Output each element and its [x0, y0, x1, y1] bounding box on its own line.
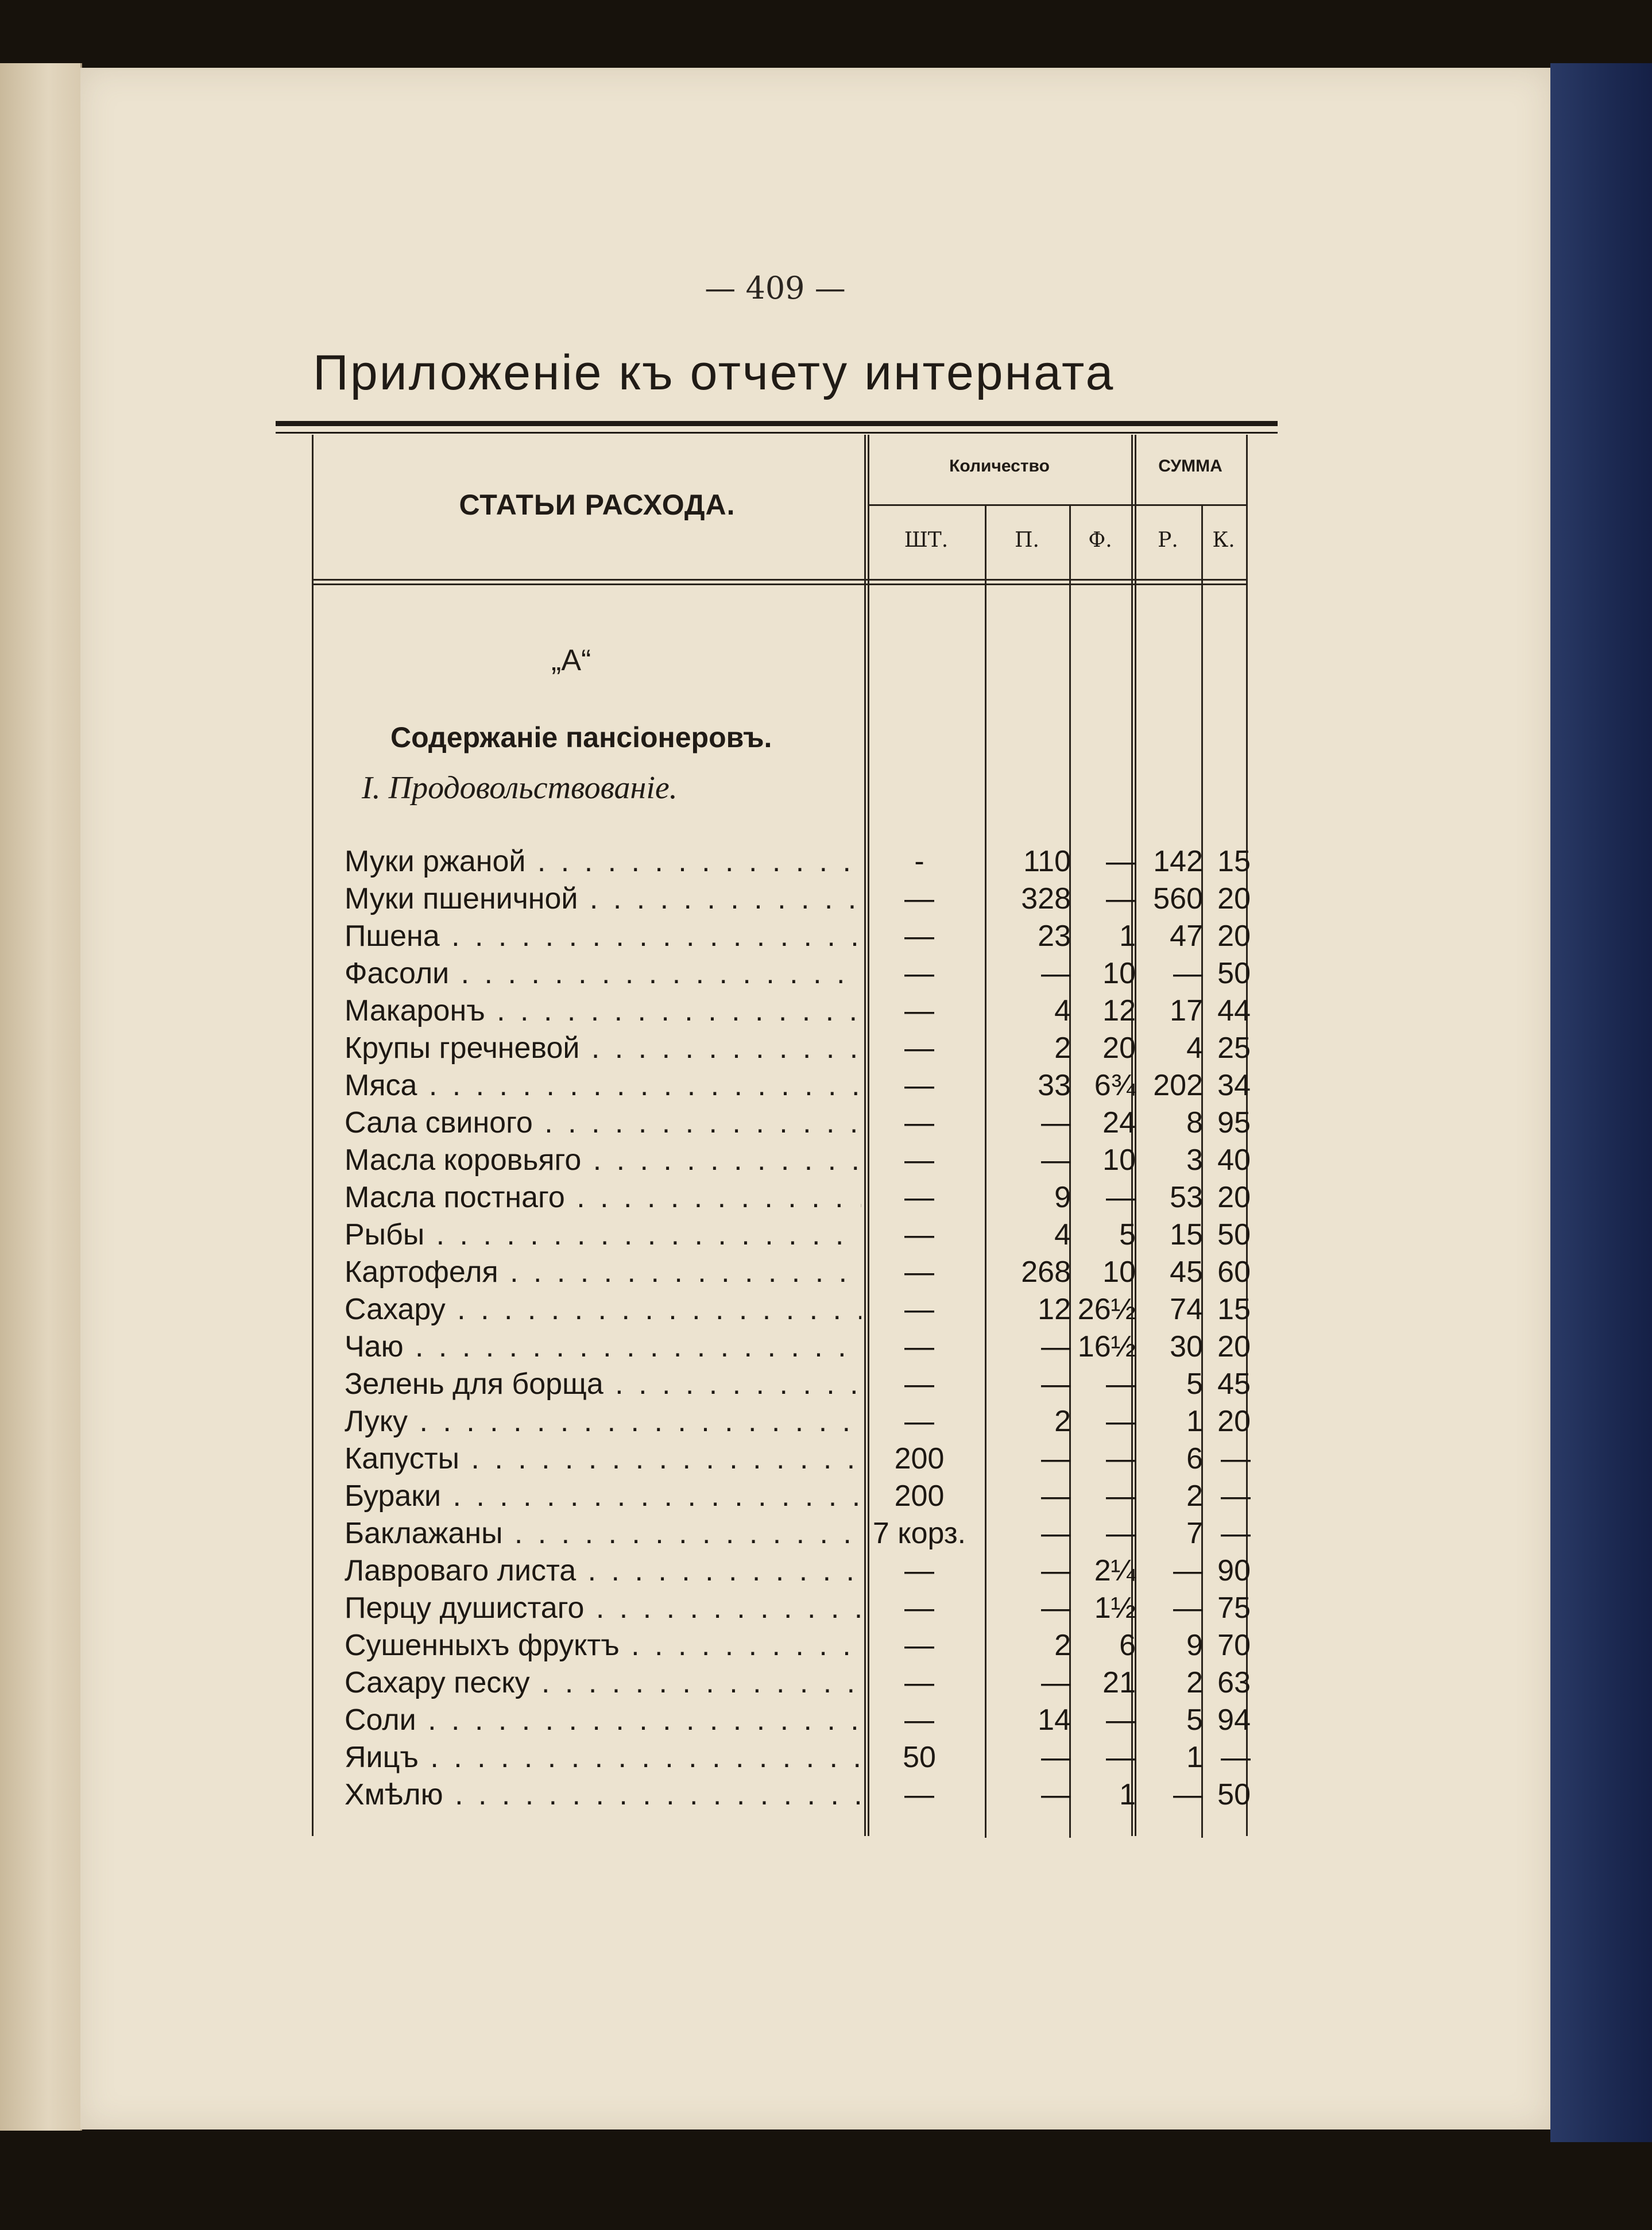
col-header-f: Ф. — [1088, 528, 1112, 552]
table-row — [0, 1441, 1652, 1478]
cell-r: 3 — [1186, 1143, 1203, 1177]
header-subrule — [868, 504, 1246, 506]
cell-k: 50 — [1217, 1218, 1251, 1251]
items-column-header: СТАТЬИ РАСХОДА. — [459, 489, 736, 521]
cell-f: 5 — [1119, 1218, 1136, 1251]
item-name: Лавроваго листа . . . — [345, 1553, 861, 1588]
cell-r: 15 — [1170, 1218, 1203, 1251]
cell-k: 63 — [1217, 1666, 1251, 1699]
cell-p: 14 — [1038, 1703, 1071, 1737]
cell-f: — — [1106, 1479, 1136, 1513]
cell-p: — — [1041, 957, 1071, 990]
cell-f: — — [1106, 882, 1136, 915]
cell-sht: — — [904, 1106, 934, 1139]
item-name: Рыбы . . . — [345, 1218, 861, 1252]
item-name: Пшена . . . — [345, 919, 861, 953]
table-row — [0, 1255, 1652, 1292]
cell-f: — — [1106, 1741, 1136, 1774]
cell-p: — — [1041, 1106, 1071, 1139]
page-title: Приложеніе къ отчету интерната — [313, 345, 1115, 400]
cell-r: 2 — [1186, 1666, 1203, 1699]
cell-k: 20 — [1217, 1330, 1251, 1363]
table-row — [0, 1330, 1652, 1366]
item-name: Фасоли . . . — [345, 956, 861, 991]
cell-k: 20 — [1217, 1405, 1251, 1438]
cell-r: 47 — [1170, 919, 1203, 953]
section-title: Содержаніе пансіонеровъ. — [390, 721, 772, 753]
cell-r: 5 — [1186, 1703, 1203, 1737]
cell-r: 202 — [1153, 1069, 1203, 1102]
cell-k: 40 — [1217, 1143, 1251, 1177]
cell-sht: — — [904, 1330, 934, 1363]
cell-sht: — — [904, 1181, 934, 1214]
table-row — [0, 1703, 1652, 1740]
cell-r: — — [1173, 1554, 1203, 1587]
cell-p: 9 — [1054, 1181, 1071, 1214]
cell-f: — — [1106, 1442, 1136, 1475]
cell-p: 4 — [1054, 1218, 1071, 1251]
cell-p: — — [1041, 1741, 1071, 1774]
cell-k: 45 — [1217, 1367, 1251, 1401]
cell-r: 5 — [1186, 1367, 1203, 1401]
item-name: Хмѣлю . . . — [345, 1777, 861, 1812]
item-name: Чаю . . . — [345, 1330, 861, 1364]
cell-k: 15 — [1217, 845, 1251, 878]
cell-sht: — — [904, 1778, 934, 1811]
item-name: Сахару песку . . . — [345, 1665, 861, 1700]
cell-k: 75 — [1217, 1591, 1251, 1625]
cell-r: 560 — [1153, 882, 1203, 915]
item-name: Бураки . . . — [345, 1479, 861, 1513]
cell-p: — — [1041, 1778, 1071, 1811]
cell-sht: — — [904, 1218, 934, 1251]
table-row — [0, 1591, 1652, 1628]
cell-sht: — — [904, 1255, 934, 1289]
cell-r: 2 — [1186, 1479, 1203, 1513]
cell-r: 4 — [1186, 1031, 1203, 1065]
table-row — [0, 1665, 1652, 1702]
cell-f: — — [1106, 1703, 1136, 1737]
table-row — [0, 1777, 1652, 1814]
cell-f: — — [1106, 1367, 1136, 1401]
cell-f: 16½ — [1077, 1330, 1136, 1363]
cell-k: — — [1221, 1517, 1251, 1550]
cell-sht: — — [904, 994, 934, 1027]
cell-k: 70 — [1217, 1629, 1251, 1662]
table-row — [0, 1031, 1652, 1068]
table-row — [0, 1106, 1652, 1142]
item-name: Перцу душистаго . . . — [345, 1591, 861, 1625]
cell-k: 50 — [1217, 957, 1251, 990]
cell-sht: 200 — [894, 1442, 945, 1475]
table-row — [0, 1516, 1652, 1553]
cell-f: 12 — [1102, 994, 1136, 1027]
item-name: Сахару . . . — [345, 1292, 861, 1327]
table-row — [0, 844, 1652, 881]
cell-f: 10 — [1102, 1143, 1136, 1177]
table-row — [0, 1479, 1652, 1516]
page-number: — 409 — — [705, 270, 846, 306]
cell-p: — — [1041, 1479, 1071, 1513]
item-name: Масла коровьяго . . . — [345, 1143, 861, 1177]
table-row — [0, 1218, 1652, 1254]
cell-f: — — [1106, 1181, 1136, 1214]
cell-f: 1 — [1119, 1778, 1136, 1811]
col-header-r: Р. — [1158, 528, 1178, 552]
cell-sht: — — [904, 919, 934, 953]
item-name: Капусты . . . — [345, 1441, 861, 1476]
item-name: Луку . . . — [345, 1404, 861, 1439]
table-row — [0, 1740, 1652, 1777]
item-name: Муки ржаной . . . — [345, 844, 861, 879]
cell-p: 33 — [1038, 1069, 1071, 1102]
cell-r: 45 — [1170, 1255, 1203, 1289]
cell-sht: — — [904, 1405, 934, 1438]
cell-r: — — [1173, 1778, 1203, 1811]
cell-r: — — [1173, 957, 1203, 990]
cell-p: — — [1041, 1442, 1071, 1475]
cell-f: 1 — [1119, 919, 1136, 953]
item-name: Баклажаны . . . — [345, 1516, 861, 1551]
cell-r: — — [1173, 1591, 1203, 1625]
cell-f: 26½ — [1077, 1293, 1136, 1326]
cell-r: 17 — [1170, 994, 1203, 1027]
table-row — [0, 1553, 1652, 1590]
cell-f: — — [1106, 845, 1136, 878]
cell-r: 53 — [1170, 1181, 1203, 1214]
header-bottom-rule-double — [312, 583, 1246, 585]
cell-f: 21 — [1102, 1666, 1136, 1699]
cell-p: 12 — [1038, 1293, 1071, 1326]
item-name: Масла постнаго . . . — [345, 1180, 861, 1215]
cell-k: 34 — [1217, 1069, 1251, 1102]
item-name: Сала свиного . . . — [345, 1106, 861, 1140]
section-letter: „А“ — [551, 644, 591, 677]
cell-f: 20 — [1102, 1031, 1136, 1065]
cell-f: 10 — [1102, 1255, 1136, 1289]
cell-p: — — [1041, 1517, 1071, 1550]
title-rule-thick — [276, 421, 1278, 426]
cell-f: 10 — [1102, 957, 1136, 990]
item-name: Мяса . . . — [345, 1068, 861, 1103]
cell-r: 1 — [1186, 1741, 1203, 1774]
table-row — [0, 956, 1652, 993]
cell-p: — — [1041, 1143, 1071, 1177]
cell-p: 4 — [1054, 994, 1071, 1027]
cell-sht: — — [904, 1293, 934, 1326]
table-row — [0, 919, 1652, 956]
cell-sht: — — [904, 1703, 934, 1737]
cell-sht: — — [904, 957, 934, 990]
cell-r: 8 — [1186, 1106, 1203, 1139]
cell-k: — — [1221, 1741, 1251, 1774]
cell-k: 94 — [1217, 1703, 1251, 1737]
cell-p: 110 — [1023, 845, 1071, 878]
cell-k: 20 — [1217, 1181, 1251, 1214]
title-rule-thin — [276, 432, 1278, 434]
cell-f: 1½ — [1094, 1591, 1136, 1625]
cell-k: 20 — [1217, 919, 1251, 953]
item-name: Сушенныхъ фруктъ . . . — [345, 1628, 861, 1663]
cell-k: 60 — [1217, 1255, 1251, 1289]
item-name: Яицъ . . . — [345, 1740, 861, 1775]
cell-f: 24 — [1102, 1106, 1136, 1139]
table-row — [0, 1143, 1652, 1180]
cell-p: — — [1041, 1666, 1071, 1699]
quantity-column-header: Количество — [949, 457, 1050, 476]
cell-f: 6¾ — [1094, 1069, 1136, 1102]
item-name: Соли . . . — [345, 1703, 861, 1737]
cell-sht: — — [904, 1143, 934, 1177]
cell-p: 2 — [1054, 1629, 1071, 1662]
item-name: Муки пшеничной . . . — [345, 882, 861, 916]
table-row — [0, 1180, 1652, 1217]
cell-r: 7 — [1186, 1517, 1203, 1550]
cell-p: 268 — [1021, 1255, 1071, 1289]
table-row — [0, 994, 1652, 1030]
cell-k: 95 — [1217, 1106, 1251, 1139]
cell-f: 2¼ — [1094, 1554, 1136, 1587]
cell-p: 2 — [1054, 1031, 1071, 1065]
cell-r: 142 — [1153, 845, 1203, 878]
cell-sht: — — [904, 1591, 934, 1625]
cell-sht: 50 — [903, 1741, 936, 1774]
item-name: Крупы гречневой . . . — [345, 1031, 861, 1065]
col-header-sht: ШТ. — [904, 528, 949, 552]
section-subtitle: I. Продовольствованіе. — [362, 770, 678, 806]
cell-sht: - — [914, 845, 924, 878]
cell-r: 6 — [1186, 1442, 1203, 1475]
cell-p: 23 — [1038, 919, 1071, 953]
cell-k: 50 — [1217, 1778, 1251, 1811]
table-row — [0, 1628, 1652, 1665]
cell-sht: — — [904, 1367, 934, 1401]
sum-column-header: СУММА — [1158, 457, 1222, 476]
cell-k: 44 — [1217, 994, 1251, 1027]
item-name: Картофеля . . . — [345, 1255, 861, 1289]
table-row — [0, 882, 1652, 918]
table-row — [0, 1292, 1652, 1329]
cell-k: — — [1221, 1442, 1251, 1475]
cell-p: — — [1041, 1591, 1071, 1625]
table-row — [0, 1068, 1652, 1105]
cell-p: — — [1041, 1367, 1071, 1401]
cell-r: 9 — [1186, 1629, 1203, 1662]
cell-r: 30 — [1170, 1330, 1203, 1363]
cell-k: 25 — [1217, 1031, 1251, 1065]
header-bottom-rule — [312, 579, 1246, 581]
item-name: Макаронъ . . . — [345, 994, 861, 1028]
cell-r: 1 — [1186, 1405, 1203, 1438]
cell-sht: 7 корз. — [872, 1517, 966, 1550]
cell-p: 328 — [1021, 882, 1071, 915]
cell-p: — — [1041, 1554, 1071, 1587]
cell-sht: — — [904, 1069, 934, 1102]
cell-f: — — [1106, 1517, 1136, 1550]
cell-sht: — — [904, 1031, 934, 1065]
cell-sht: — — [904, 1629, 934, 1662]
cell-f: — — [1106, 1405, 1136, 1438]
table-row — [0, 1367, 1652, 1404]
item-name: Зелень для борща . . . — [345, 1367, 861, 1401]
cell-p: — — [1041, 1330, 1071, 1363]
cell-f: 6 — [1119, 1629, 1136, 1662]
cell-sht: — — [904, 1666, 934, 1699]
col-header-k: К. — [1212, 528, 1235, 552]
col-header-p: П. — [1015, 528, 1039, 552]
table-row — [0, 1404, 1652, 1441]
cell-sht: 200 — [894, 1479, 945, 1513]
cell-k: 20 — [1217, 882, 1251, 915]
cell-sht: — — [904, 882, 934, 915]
cell-r: 74 — [1170, 1293, 1203, 1326]
cell-k: 90 — [1217, 1554, 1251, 1587]
cell-k: 15 — [1217, 1293, 1251, 1326]
cell-k: — — [1221, 1479, 1251, 1513]
cell-p: 2 — [1054, 1405, 1071, 1438]
cell-sht: — — [904, 1554, 934, 1587]
